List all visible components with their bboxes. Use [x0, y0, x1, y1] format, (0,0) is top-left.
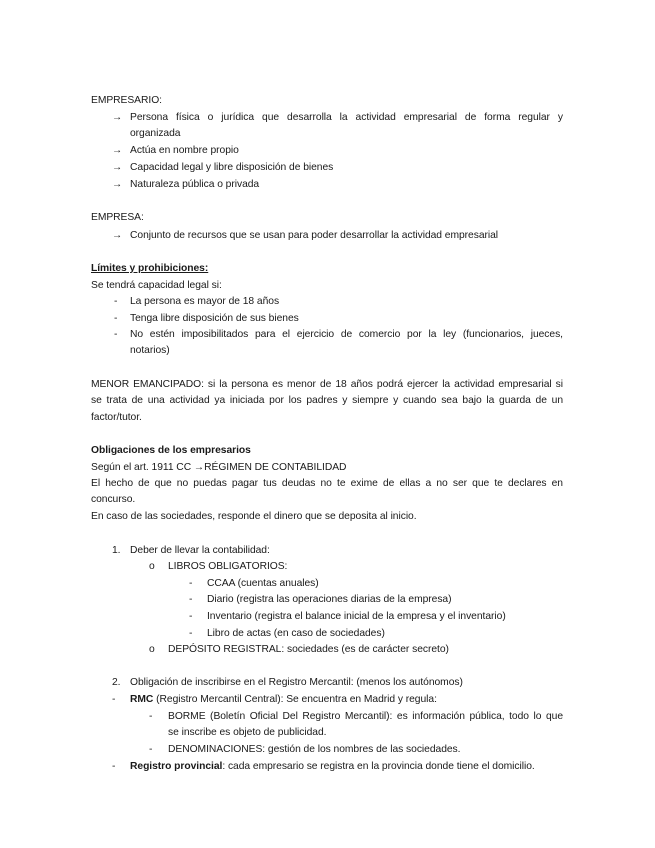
empresario-item-3: Capacidad legal y libre disposición de bienes — [130, 162, 334, 173]
limites-item-3-line-2: notarios) — [130, 345, 170, 356]
provincial-text: : cada empresario se registra en la provincia donde tiene el domicilio. — [222, 761, 535, 772]
arrow-icon: → — [193, 462, 205, 473]
limites-item-2: Tenga libre disposición de sus bienes — [130, 313, 299, 324]
art-suffix: RÉGIMEN DE CONTABILIDAD — [204, 462, 347, 473]
deposito-registral: DEPÓSITO REGISTRAL: sociedades (es de carácter secreto) — [168, 644, 449, 655]
borme-line-2: se inscribe es objeto de publicidad. — [168, 727, 327, 738]
obligaciones-p1-line-2: concurso. — [91, 494, 136, 505]
dash-bullet: - — [112, 761, 116, 772]
empresario-item-1-line-1: Persona física o jurídica que desarrolla la actividad empresarial de forma regular y — [130, 112, 563, 123]
menor-line-2: se trata de una actividad ya iniciada por los padres y siempre y cuando sea bajo la guarda de un — [91, 395, 563, 406]
empresario-item-4: Naturaleza pública o privada — [130, 179, 260, 190]
dash-bullet: - — [112, 694, 116, 705]
dash-bullet: - — [189, 611, 193, 622]
limites-heading: Límites y prohibiciones: — [91, 263, 209, 274]
arrow-bullet: → — [112, 112, 123, 123]
libro-item-4: Libro de actas (en caso de sociedades) — [207, 628, 385, 639]
list-number-2: 2. — [112, 677, 121, 688]
obligaciones-p2: En caso de las sociedades, responde el dinero que se deposita al inicio. — [91, 511, 417, 522]
arrow-bullet: → — [112, 145, 123, 156]
limites-item-3-line-1: No estén imposibilitados para el ejercicio de comercio por la ley (funcionarios, jueces, — [130, 329, 563, 340]
rmc-line — [130, 693, 437, 706]
rmc-text: (Registro Mercantil Central): Se encuentra en Madrid y regula: — [153, 694, 437, 705]
empresa-item-1: Conjunto de recursos que se usan para poder desarrollar la actividad empresarial — [130, 230, 499, 241]
libro-item-1: CCAA (cuentas anuales) — [207, 578, 319, 589]
libro-item-3: Inventario (registra el balance inicial de la empresa y el inventario) — [207, 611, 506, 622]
list1-title: Deber de llevar la contabilidad: — [130, 545, 270, 556]
empresario-heading: EMPRESARIO: — [91, 95, 162, 106]
dash-bullet: - — [189, 578, 193, 589]
dash-bullet: - — [189, 628, 193, 639]
empresa-heading: EMPRESA: — [91, 212, 144, 223]
registro-provincial-line — [130, 760, 535, 773]
circle-bullet: o — [149, 644, 155, 655]
menor-line-1: MENOR EMANCIPADO: si la persona es menor de 18 años podrá ejercer la actividad empresarial si — [91, 379, 563, 390]
dash-bullet: - — [114, 296, 118, 307]
circle-bullet: o — [149, 561, 155, 572]
arrow-bullet: → — [112, 179, 123, 190]
denominaciones: DENOMINACIONES: gestión de los nombres de las sociedades. — [168, 744, 461, 755]
obligaciones-heading: Obligaciones de los empresarios — [91, 445, 251, 456]
dash-bullet: - — [149, 711, 153, 722]
borme-line-1: BORME (Boletín Oficial Del Registro Mercantil): es información pública, todo lo que — [168, 711, 563, 722]
provincial-label: Registro provincial — [130, 761, 223, 772]
libros-title: LIBROS OBLIGATORIOS: — [168, 561, 288, 572]
obligaciones-p1-line-1: El hecho de que no puedas pagar tus deudas no te exime de ellas a no ser que te declares en — [91, 478, 563, 489]
menor-line-3: factor/tutor. — [91, 412, 142, 423]
list-number-1: 1. — [112, 545, 121, 556]
dash-bullet: - — [114, 329, 118, 340]
empresario-item-1-line-2: organizada — [130, 128, 181, 139]
dash-bullet: - — [149, 744, 153, 755]
limites-intro: Se tendrá capacidad legal si: — [91, 280, 222, 291]
list2-title: Obligación de inscribirse en el Registro Mercantil: (menos los autónomos) — [130, 677, 463, 688]
dash-bullet: - — [114, 313, 118, 324]
arrow-bullet: → — [112, 162, 123, 173]
art-prefix: Según el art. 1911 CC — [91, 462, 192, 473]
empresario-item-2: Actúa en nombre propio — [130, 145, 239, 156]
arrow-bullet: → — [112, 230, 123, 241]
dash-bullet: - — [189, 594, 193, 605]
art-reference — [91, 461, 346, 474]
libro-item-2: Diario (registra las operaciones diarias de la empresa) — [207, 594, 452, 605]
limites-item-1: La persona es mayor de 18 años — [130, 296, 280, 307]
rmc-label: RMC — [130, 694, 154, 705]
